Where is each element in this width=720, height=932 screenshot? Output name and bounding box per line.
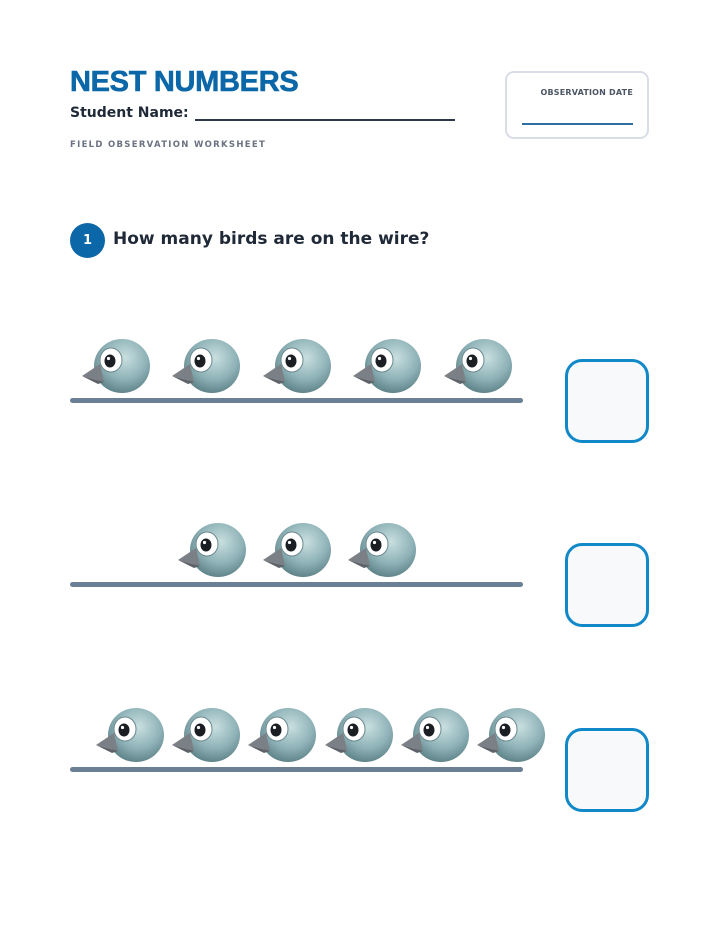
question-text: How many birds are on the wire? [113,229,430,249]
student-name-field [70,105,455,121]
question-number-badge: 1 [70,223,105,258]
student-name-label: Student Name: [70,105,189,121]
bird-icon [80,336,152,396]
worksheet-subtitle: FIELD OBSERVATION WORKSHEET [70,140,267,150]
bird-icon [261,336,333,396]
student-name-blank[interactable] [195,107,455,121]
bird-icon [442,336,514,396]
observation-date-box [505,71,649,139]
worksheet-title: NEST NUMBERS [70,66,299,98]
answer-box-2[interactable] [565,543,649,627]
bird-icon [261,520,333,580]
bird-icon [351,336,423,396]
answer-box-3[interactable] [565,728,649,812]
bird-icon [94,705,166,765]
bird-icon [170,705,242,765]
bird-icon [346,520,418,580]
bird-icon [170,336,242,396]
bird-icon [399,705,471,765]
answer-box-1[interactable] [565,359,649,443]
bird-icon [176,520,248,580]
wire-3 [70,767,523,772]
observation-date-label: OBSERVATION DATE [540,88,633,97]
wire-2 [70,582,523,587]
bird-icon [323,705,395,765]
wire-1 [70,398,523,403]
bird-icon [246,705,318,765]
bird-icon [475,705,547,765]
observation-date-blank[interactable] [522,123,633,125]
